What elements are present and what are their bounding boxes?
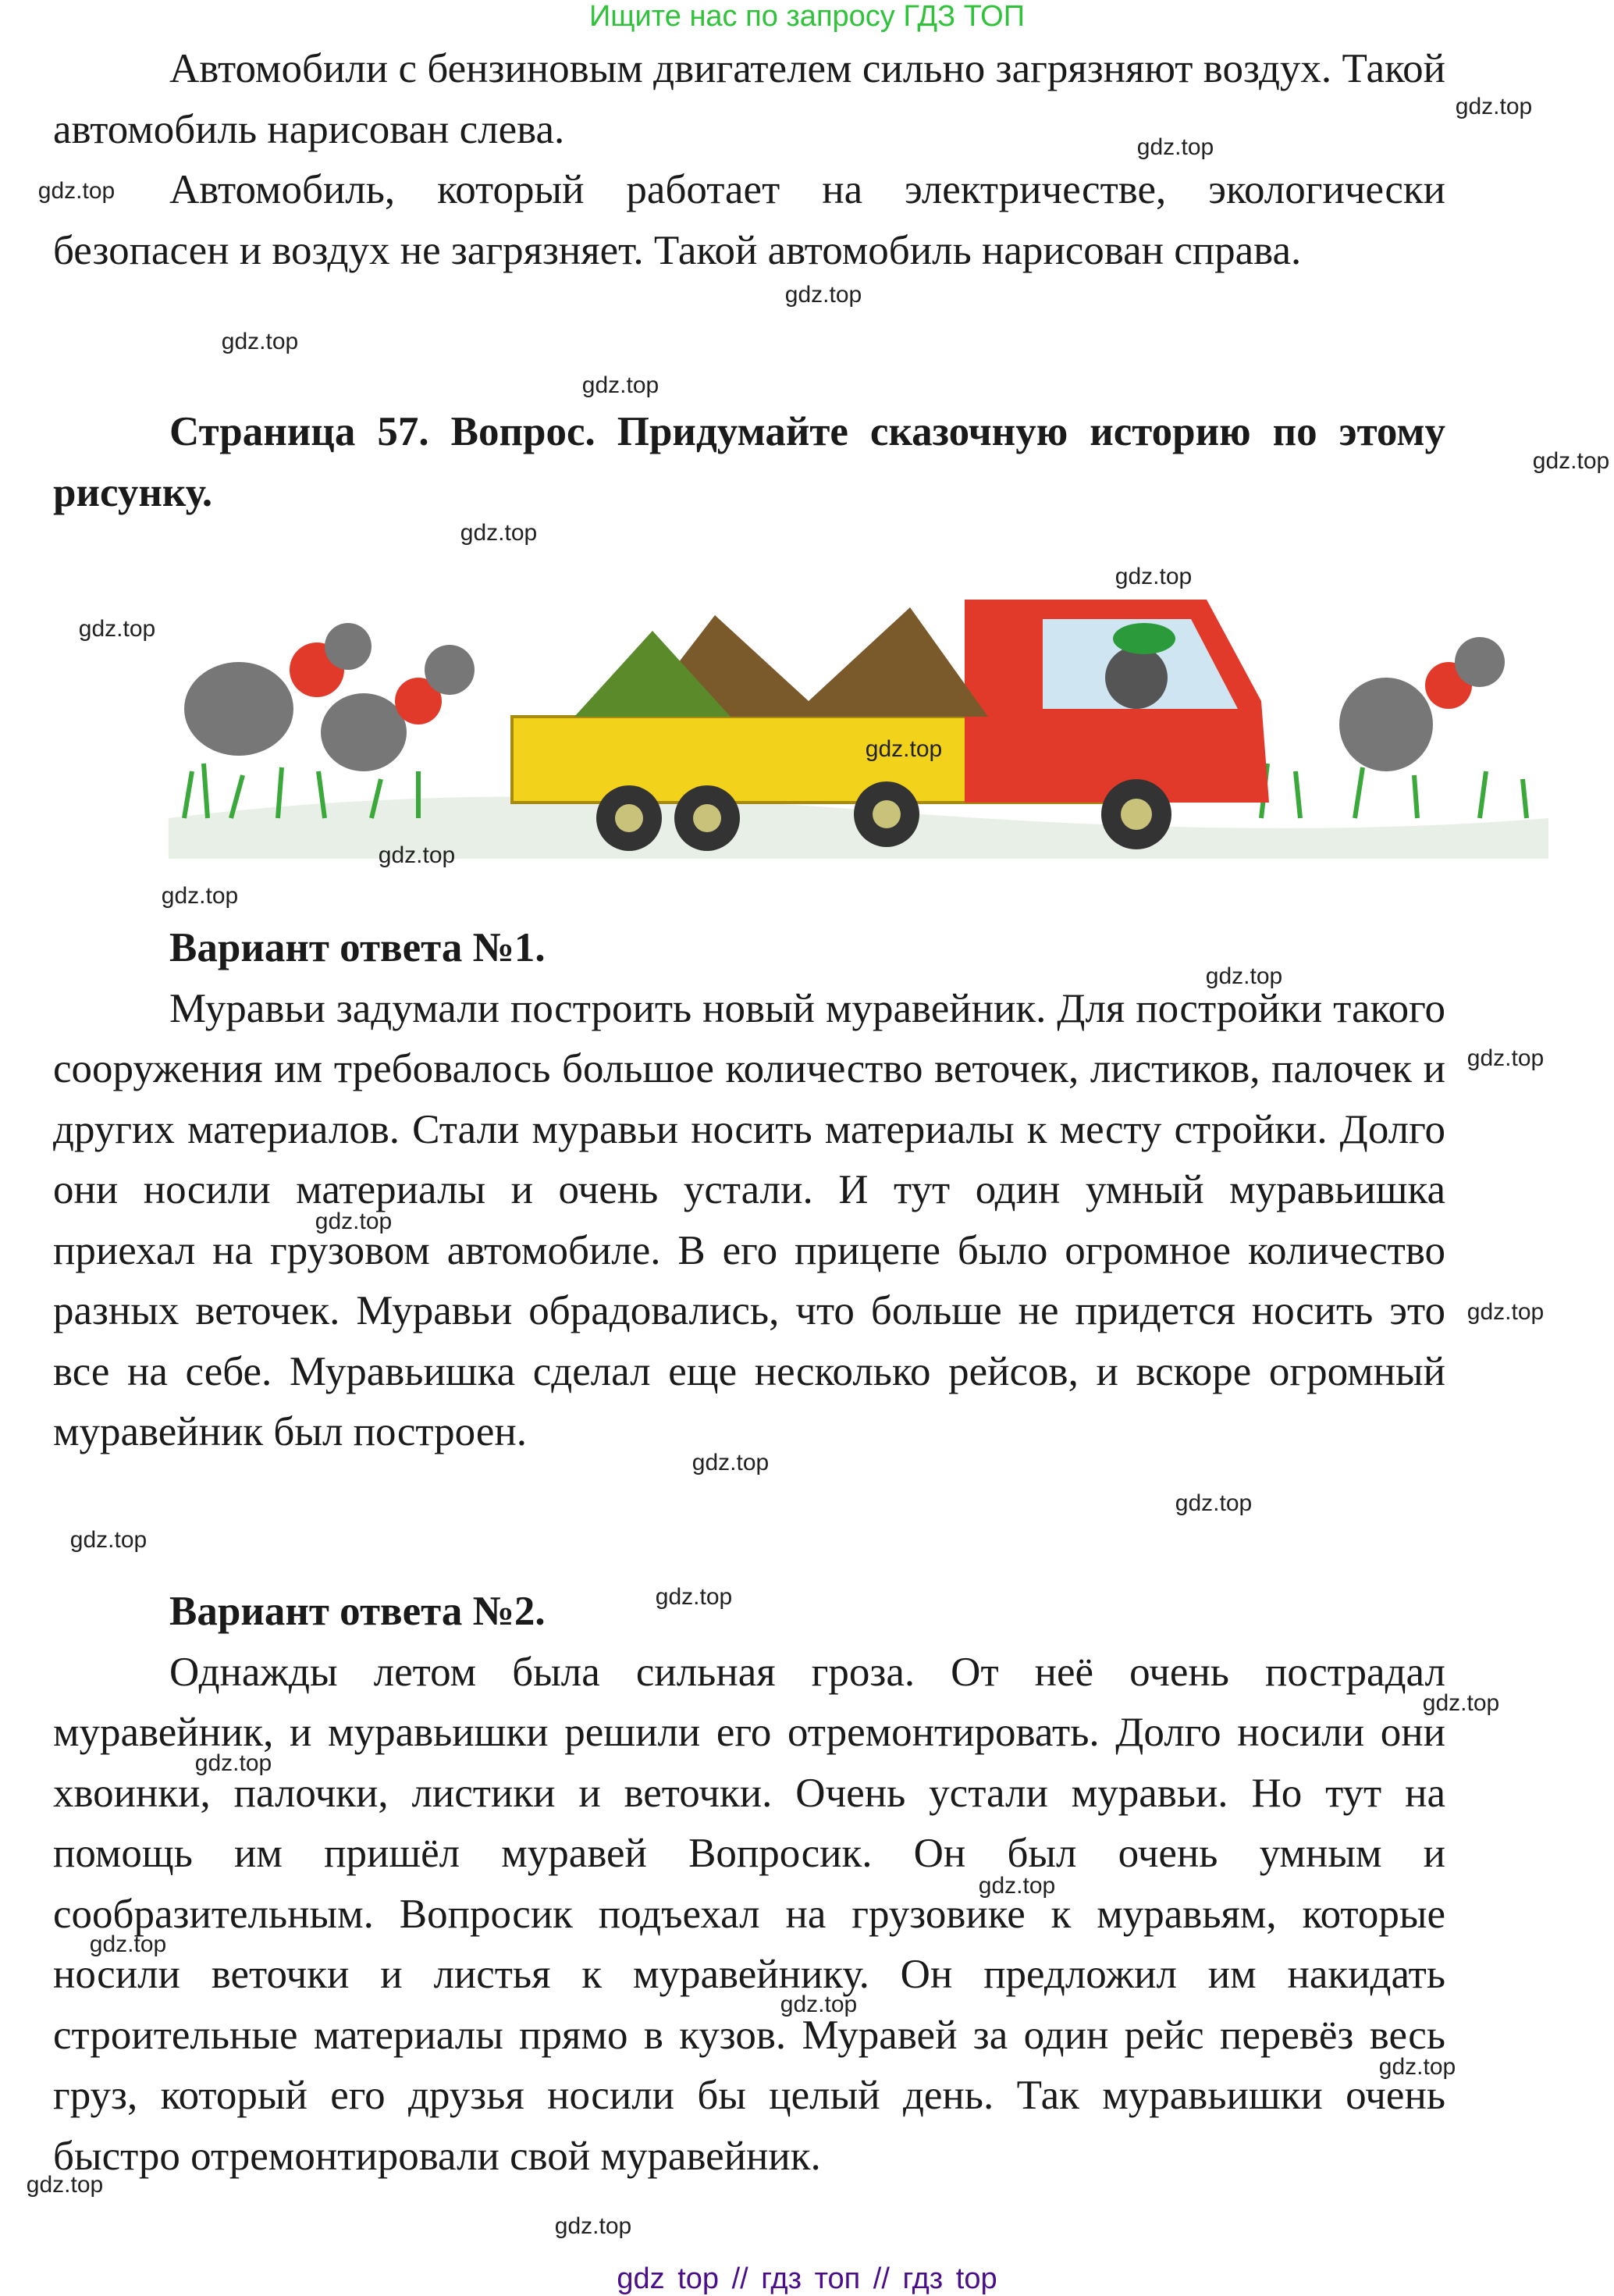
watermark: gdz.top [1466, 1045, 1545, 1071]
footer-links: gdz top // гдз топ // гдз top [617, 2262, 997, 2295]
watermark: gdz.top [581, 372, 659, 398]
watermark: gdz.top [26, 2172, 104, 2198]
answer-text: Однажды летом была сильная гроза. От неё очень пострадал муравейник, и муравьишки решили его отремонтировать. Долго носили они хвоинки, палочки, листики и веточки. Очень устали муравьи. Но тут на помощь им пришёл муравей Вопросик. Он был очень умным и сообразительным. Вопросик подъехал на грузовике к муравьям, которые носили веточки и листья к муравейнику. Он предложил им накидать строительные материалы прямо в кузов. Муравей за один рейс перевёз весь груз, который его друзья носили бы целый день. Так муравьишки очень быстро отремонтировали свой муравейник. [53, 1649, 1445, 2179]
watermark: gdz.top [315, 1209, 393, 1234]
watermark: gdz.top [1115, 564, 1193, 589]
intro-text [53, 39, 1445, 281]
watermark: gdz.top [1466, 1299, 1545, 1325]
answer-2 [53, 1582, 1445, 2187]
watermark: gdz.top [691, 1450, 770, 1475]
watermark: gdz.top [37, 178, 116, 204]
watermark: gdz.top [89, 1931, 167, 1957]
watermark: gdz.top [784, 282, 862, 308]
watermark: gdz.top [1205, 963, 1283, 989]
intro-paragraph: Автомобиль, который работает на электричестве, экологически безопасен и воздух не загрязняет. Такой автомобиль нарисован справа. [53, 167, 1445, 273]
watermark: gdz.top [69, 1527, 148, 1553]
watermark: gdz.top [78, 616, 156, 642]
question-block [53, 402, 1445, 523]
watermark: gdz.top [1175, 1490, 1253, 1516]
watermark: gdz.top [978, 1873, 1056, 1899]
intro-paragraph: Автомобили с бензиновым двигателем сильно загрязняют воздух. Такой автомобиль нарисован слева. [53, 46, 1445, 152]
search-hint-header: Ищите нас по запросу ГДЗ ТОП [588, 0, 1026, 33]
watermark: gdz.top [1422, 1690, 1500, 1716]
watermark: gdz.top [554, 2213, 632, 2239]
ants-truck-illustration [169, 584, 1548, 859]
truck [512, 600, 1269, 851]
answer-1 [53, 918, 1445, 1463]
question-heading: Страница 57. Вопрос. Придумайте сказочную историю по этому рисунку. [53, 409, 1445, 515]
watermark: gdz.top [865, 736, 943, 762]
watermark: gdz.top [161, 883, 239, 909]
watermark: gdz.top [460, 520, 538, 546]
watermark: gdz.top [780, 1992, 858, 2017]
watermark: gdz.top [1532, 448, 1610, 474]
watermark: gdz.top [194, 1750, 272, 1776]
answer-heading: Вариант ответа №2. [169, 1589, 546, 1634]
watermark: gdz.top [655, 1584, 733, 1610]
watermark: gdz.top [221, 329, 299, 354]
answer-heading: Вариант ответа №1. [169, 925, 546, 970]
watermark: gdz.top [378, 842, 456, 868]
watermark: gdz.top [1455, 94, 1533, 119]
watermark: gdz.top [1136, 134, 1214, 160]
watermark: gdz.top [1378, 2054, 1456, 2080]
answer-text: Муравьи задумали построить новый муравейник. Для постройки такого сооружения им требовалось большое количество веточек, листиков, палочек и других материалов. Стали муравьи носить материалы к месту стройки. Долго они носили материалы и очень устали. И тут один умный муравьишка приехал на грузовом автомобиле. В его прицепе было огромное количество разных веточек. Муравьи обрадовались, что больше не придется носить это все на себе. Муравьишка сделал еще несколько рейсов, и вскоре огромный муравейник был построен. [53, 985, 1445, 1454]
